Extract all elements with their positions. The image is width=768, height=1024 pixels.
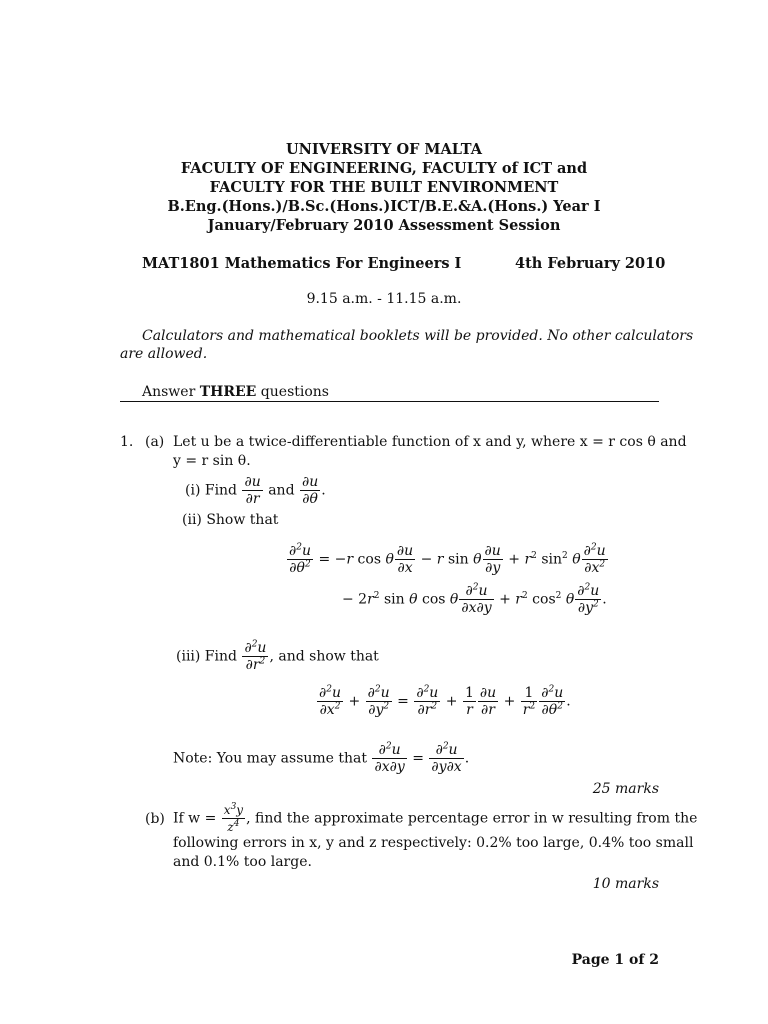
note: Note: You may assume that $\frac{\partial^2u}{\partial x\partial y}$ = $\frac{\partial^2u}{\partial y\partial x}$ . bbox=[173, 741, 470, 775]
equation-1-line-2: − $2r^2$ sin θ cos θ $\frac{\partial^2u}{\partial x\partial y}$ + $r^2$ $\cos^2 \theta$ $\frac{\partial^2u}{\partial y^2}$ . bbox=[342, 582, 607, 616]
divider bbox=[120, 401, 659, 402]
header-session: January/February 2010 Assessment Session bbox=[207, 217, 561, 234]
part-iii: (iii) Find $\frac{\partial^2u}{\partial r^2}$ , and show that bbox=[176, 639, 379, 673]
part-b-line-2: following errors in x, y and z respectively: 0.2% too large, 0.4% too small bbox=[173, 835, 694, 851]
du-dr-fraction: $\frac{\partial u}{\partial r}$ bbox=[244, 474, 261, 507]
part-b-label: (b) bbox=[145, 811, 165, 827]
part-i: (i) Find $\frac{\partial u}{\partial r}$ and $\frac{\partial u}{\partial\theta}$ . bbox=[185, 474, 326, 507]
part-b-line-3: and 0.1% too large. bbox=[173, 854, 312, 870]
answer-instruction: Answer THREE questions bbox=[142, 384, 329, 400]
part-b-line-1: If w = $\frac{x^3y}{z^4}$ , find the approximate percentage error in w resulting from the bbox=[173, 802, 698, 834]
exam-date: 4th February 2010 bbox=[515, 255, 666, 272]
header-programmes: B.Eng.(Hons.)/B.Sc.(Hons.)ICT/B.E.&A.(Hons.) Year I bbox=[167, 198, 601, 215]
calculator-note-1: Calculators and mathematical booklets will be provided. No other calculators bbox=[142, 328, 694, 344]
part-a-label: (a) bbox=[145, 434, 165, 450]
equation-2: $\frac{\partial^2u}{\partial x^2}$ + $\frac{\partial^2u}{\partial y^2}$ = $\frac{\partial^2u}{\partial r^2}$ + $\frac{1}{r}$ $\frac{\partial u}{\partial r}$ + $\frac{1}{r^2}$ $\frac{\partial^2u}{\partial\theta^2}$ . bbox=[319, 684, 571, 718]
header-university: UNIVERSITY OF MALTA bbox=[285, 141, 482, 158]
part-a-text-1: Let u be a twice-differentiable function of x and y, where x = r cos θ and bbox=[173, 434, 687, 450]
course-title: MAT1801 Mathematics For Engineers I bbox=[142, 255, 462, 272]
part-a-text-2: y = r sin θ. bbox=[173, 453, 251, 469]
du-dtheta-fraction: $\frac{\partial u}{\partial\theta}$ bbox=[301, 474, 319, 507]
calculator-note-2: are allowed. bbox=[120, 346, 208, 362]
question-number: 1. bbox=[120, 434, 134, 450]
header-faculties: FACULTY OF ENGINEERING, FACULTY of ICT and bbox=[180, 160, 588, 177]
marks-part-b: 10 marks bbox=[592, 876, 659, 892]
exam-time: 9.15 a.m. - 11.15 a.m. bbox=[306, 291, 462, 307]
equation-1-line-1: $\frac{\partial^2u}{\partial\theta^2}$ = −r cos θ $\frac{\partial u}{\partial x}$ − r sin θ $\frac{\partial u}{\partial y}$ + $r^2$ $\sin^2 \theta$ $\frac{\partial^2u}{\partial x^2}$ bbox=[289, 542, 606, 576]
marks-part-a: 25 marks bbox=[592, 781, 659, 797]
part-ii-label: (ii) Show that bbox=[182, 512, 279, 528]
page-number: Page 1 of 2 bbox=[571, 952, 659, 968]
header-built-env: FACULTY FOR THE BUILT ENVIRONMENT bbox=[209, 179, 559, 196]
